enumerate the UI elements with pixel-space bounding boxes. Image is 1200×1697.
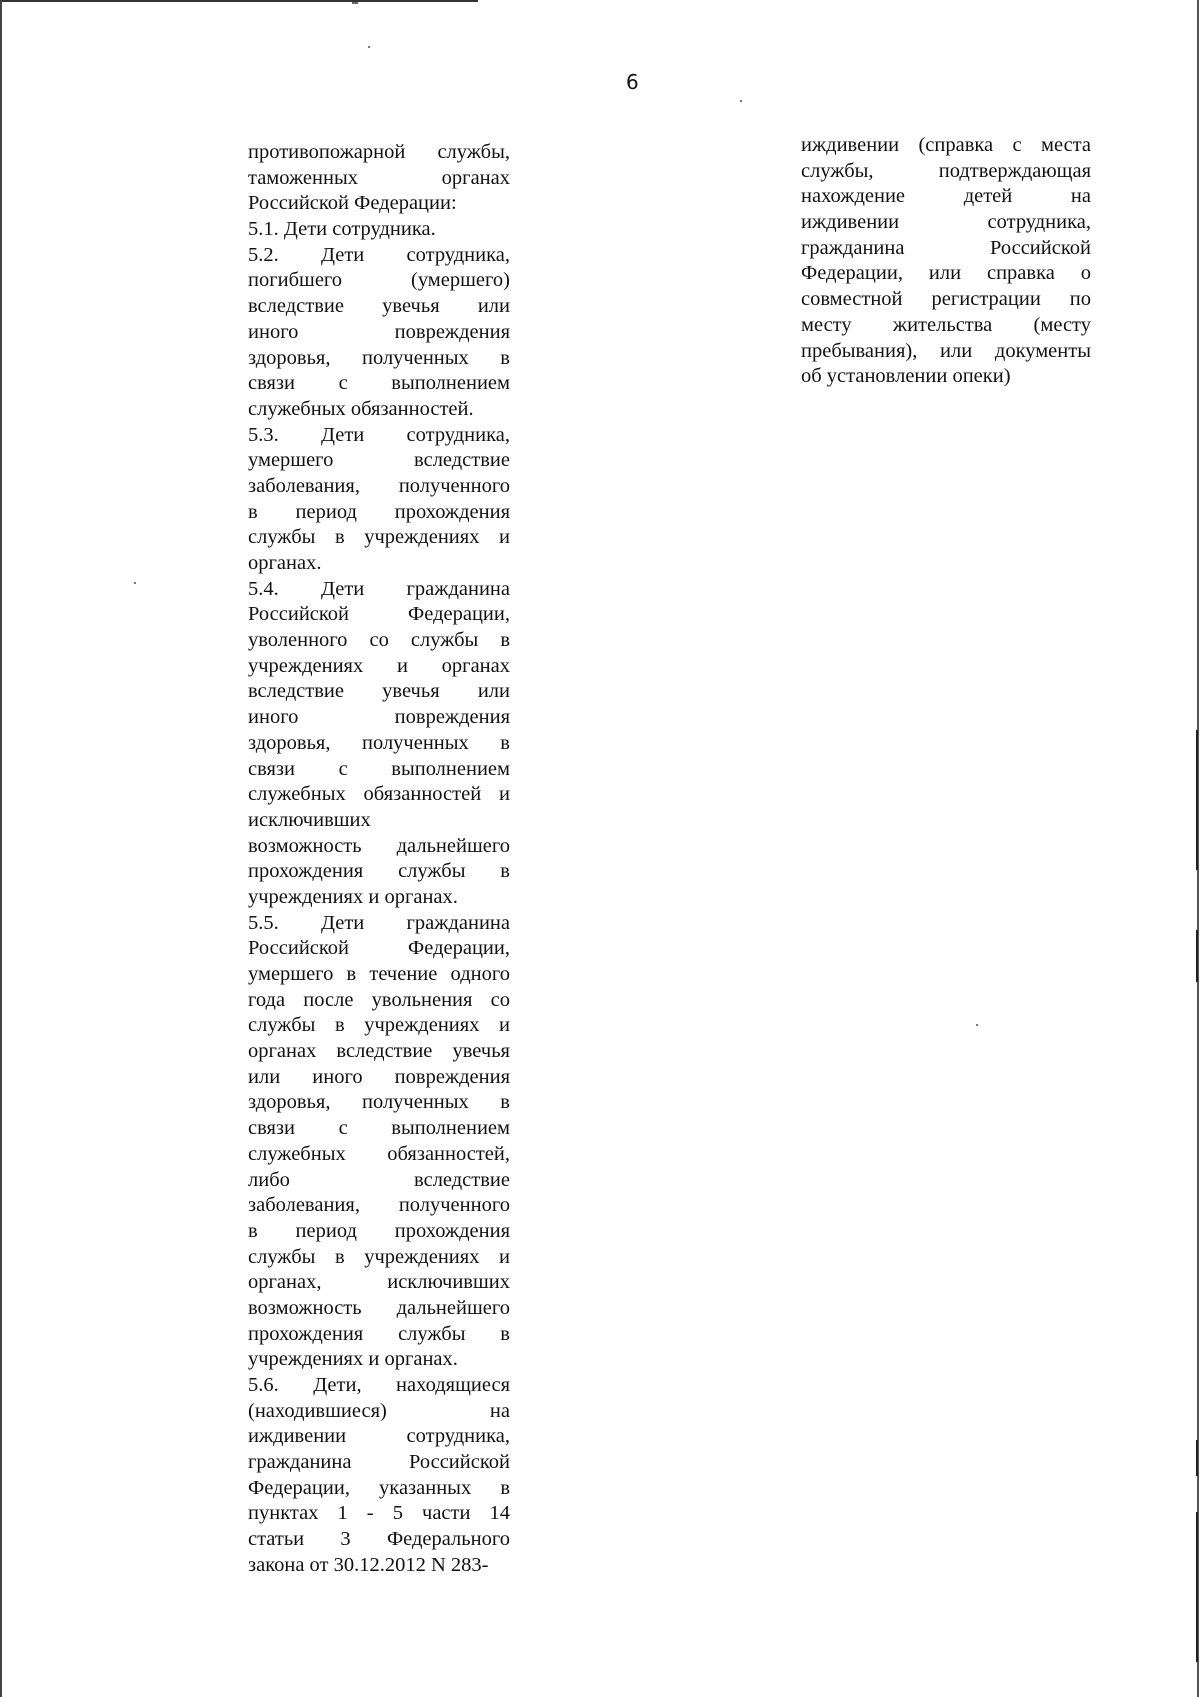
text-line: Российской Федерации, <box>248 937 510 960</box>
text-line: здоровья, полученных в <box>248 1091 510 1114</box>
text-line: исключивших <box>248 808 371 831</box>
scan-edge-top <box>0 0 478 2</box>
scan-speck <box>740 100 742 102</box>
text-line: таможенных органах <box>248 166 510 189</box>
text-line: или иного повреждения <box>248 1065 510 1088</box>
text-line: вследствие увечья или <box>248 680 510 703</box>
text-line: иного повреждения <box>248 320 510 343</box>
text-line: пребывания), или документы <box>801 339 1091 362</box>
text-line: здоровья, полученных в <box>248 346 510 369</box>
scan-artifact <box>352 2 358 4</box>
scan-artifact <box>1196 1440 1198 1476</box>
text-line: 5.6. Дети, находящиеся <box>248 1374 510 1396</box>
text-line: месту жительства (месту <box>801 313 1091 336</box>
text-line: 5.3. Дети сотрудника, <box>248 423 510 446</box>
text-line: служебных обязанностей и <box>248 783 510 806</box>
right-text-column <box>801 133 1091 390</box>
text-line: возможность дальнейшего <box>248 834 510 857</box>
text-line: погибшего (умершего) <box>248 269 510 292</box>
text-line: прохождения службы в <box>248 1322 510 1345</box>
text-line: прохождения службы в <box>248 860 510 883</box>
text-line: Федерации, указанных в <box>248 1476 510 1499</box>
text-line: гражданина Российской <box>801 236 1091 259</box>
scan-speck <box>368 46 370 48</box>
text-line: пунктах 1 - 5 части 14 <box>248 1502 510 1525</box>
scan-speck <box>134 582 136 584</box>
text-line: либо вследствие <box>248 1168 510 1191</box>
text-line: органах. <box>248 552 322 574</box>
text-line: Российской Федерации, <box>248 603 510 626</box>
scan-artifact <box>1196 1512 1198 1662</box>
text-line: служебных обязанностей, <box>248 1142 510 1165</box>
text-line: возможность дальнейшего <box>248 1296 510 1319</box>
text-line: статьи 3 Федерального <box>248 1528 510 1551</box>
text-line: гражданина Российской <box>248 1451 510 1474</box>
page-number: 6 <box>626 70 639 94</box>
text-line: связи с выполнением <box>248 372 510 395</box>
text-line: об установлении опеки) <box>801 365 1011 388</box>
left-text-column <box>248 140 510 1579</box>
text-line: заболевания, полученного <box>248 474 510 497</box>
text-line: противопожарной службы, <box>248 141 510 163</box>
text-line: связи с выполнением <box>248 1117 510 1140</box>
text-line: нахождение детей на <box>801 185 1091 208</box>
text-line: (находившиеся) на <box>248 1399 510 1422</box>
scan-artifact <box>1196 730 1198 870</box>
text-line: иждивении сотрудника, <box>801 211 1091 234</box>
text-line: года после увольнения со <box>248 988 510 1011</box>
text-line: учреждениях и органах. <box>248 885 458 908</box>
text-line: службы в учреждениях и <box>248 1245 510 1268</box>
text-line: службы, подтверждающая <box>801 159 1091 182</box>
text-line: 5.4. Дети гражданина <box>248 577 510 600</box>
text-line: уволенного со службы в <box>248 629 510 652</box>
text-line: службы в учреждениях и <box>248 526 510 549</box>
text-line: Федерации, или справка о <box>801 262 1091 285</box>
text-line: иного повреждения <box>248 706 510 729</box>
text-line: связи с выполнением <box>248 757 510 780</box>
text-line: органах вследствие увечья <box>248 1040 510 1063</box>
text-line: иждивении (справка с места <box>801 134 1091 156</box>
text-line: органах, исключивших <box>248 1271 510 1294</box>
text-line: здоровья, полученных в <box>248 731 510 754</box>
text-line: службы в учреждениях и <box>248 1014 510 1037</box>
scan-edge-left <box>0 0 2 1697</box>
text-line: вследствие увечья или <box>248 295 510 318</box>
text-line: иждивении сотрудника, <box>248 1425 510 1448</box>
text-line: умершего вследствие <box>248 449 510 472</box>
text-line: Российской Федерации: <box>248 192 457 215</box>
text-line: в период прохождения <box>248 1219 510 1242</box>
text-line: закона от 30.12.2012 N 283- <box>248 1553 489 1576</box>
scan-speck <box>976 1024 978 1026</box>
scan-artifact <box>1196 930 1198 982</box>
text-line: совместной регистрации по <box>801 288 1091 311</box>
text-line: 5.2. Дети сотрудника, <box>248 243 510 266</box>
text-line: умершего в течение одного <box>248 963 510 985</box>
text-line: 5.5. Дети гражданина <box>248 911 510 934</box>
text-line: 5.1. Дети сотрудника. <box>248 218 436 241</box>
text-line: служебных обязанностей. <box>248 397 474 420</box>
text-line: в период прохождения <box>248 500 510 523</box>
text-line: учреждениях и органах <box>248 654 510 677</box>
text-line: заболевания, полученного <box>248 1194 510 1217</box>
text-line: учреждениях и органах. <box>248 1348 458 1371</box>
